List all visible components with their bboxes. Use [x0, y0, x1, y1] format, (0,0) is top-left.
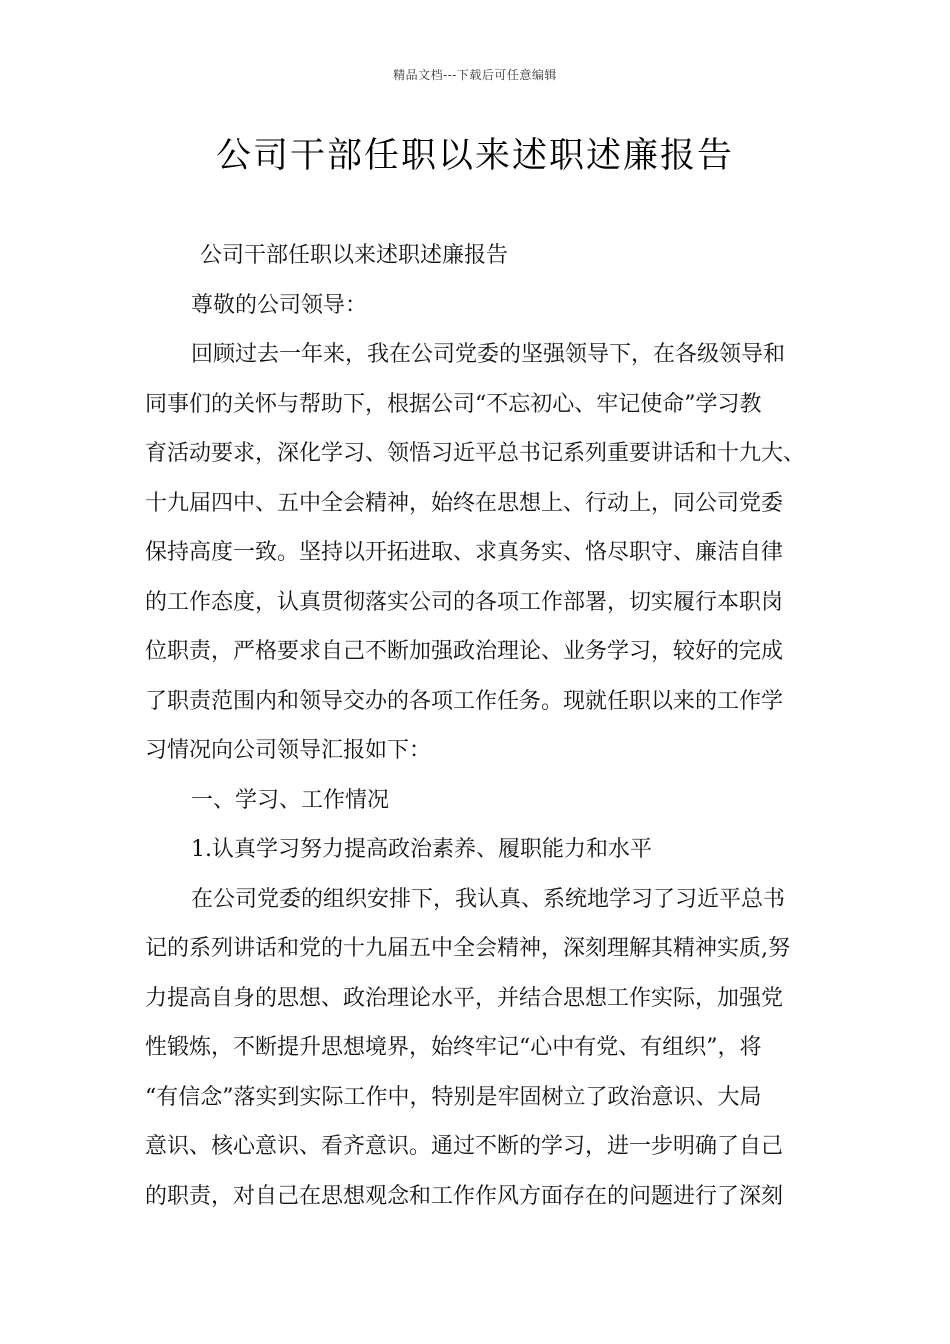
header-note: 精品文档---下载后可任意编辑 [393, 68, 557, 82]
paragraph-line: 回顾过去一年来，我在公司党委的坚强领导下，在各级领导和 [191, 342, 786, 367]
paragraph-line: 位职责，严格要求自己不断加强政治理论、业务学习，较好的完成 [145, 639, 784, 664]
document-body [145, 231, 815, 1221]
paragraph-line: 育活动要求，深化学习、领悟习近平总书记系列重要讲话和十九大、 [145, 441, 806, 466]
paragraph-line: 同事们的关怀与帮助下，根据公司“不忘初心、牢记使命”学习教 [145, 391, 762, 417]
paragraph-line: 力提高自身的思想、政治理论水平，并结合思想工作实际，加强党 [145, 985, 784, 1011]
subsection-heading: 1.认真学习努力提高政治素养、履职能力和水平 [191, 837, 652, 862]
paragraph-line: “有信念”落实到实际工作中，特别是牢固树立了政治意识、大局 [145, 1084, 762, 1110]
paragraph-line: 意识、核心意识、看齐意识。通过不断的学习，进一步明确了自己 [145, 1134, 784, 1159]
paragraph-line: 的工作态度，认真贯彻落实公司的各项工作部署，切实履行本职岗 [145, 589, 784, 615]
paragraph-line: 的职责，对自己在思想观念和工作作风方面存在的问题进行了深刻 [145, 1183, 784, 1209]
salutation: 尊敬的公司领导： [191, 292, 368, 318]
paragraph-line: 在公司党委的组织安排下，我认真、系统地学习了习近平总书 [191, 886, 786, 912]
subtitle-line: 公司干部任职以来述职述廉报告 [200, 243, 509, 268]
paragraph-line: 保持高度一致。坚持以开拓进取、求真务实、恪尽职守、廉洁自律 [145, 540, 784, 565]
paragraph-line: 习情况向公司领导汇报如下： [145, 738, 432, 763]
document-title: 公司干部任职以来述职述廉报告 [215, 136, 734, 176]
paragraph-line: 十九届四中、五中全会精神，始终在思想上、行动上，同公司党委 [145, 490, 784, 516]
paragraph-line: 了职责范围内和领导交办的各项工作任务。现就任职以来的工作学 [145, 688, 784, 714]
paragraph-line: 性锻炼，不断提升思想境界，始终牢记“心中有党、有组织”，将 [145, 1035, 762, 1060]
paragraph-line: 记的系列讲话和党的十九届五中全会精神，深刻理解其精神实质,努 [145, 936, 790, 961]
section-heading: 一、学习、工作情况 [191, 787, 390, 813]
